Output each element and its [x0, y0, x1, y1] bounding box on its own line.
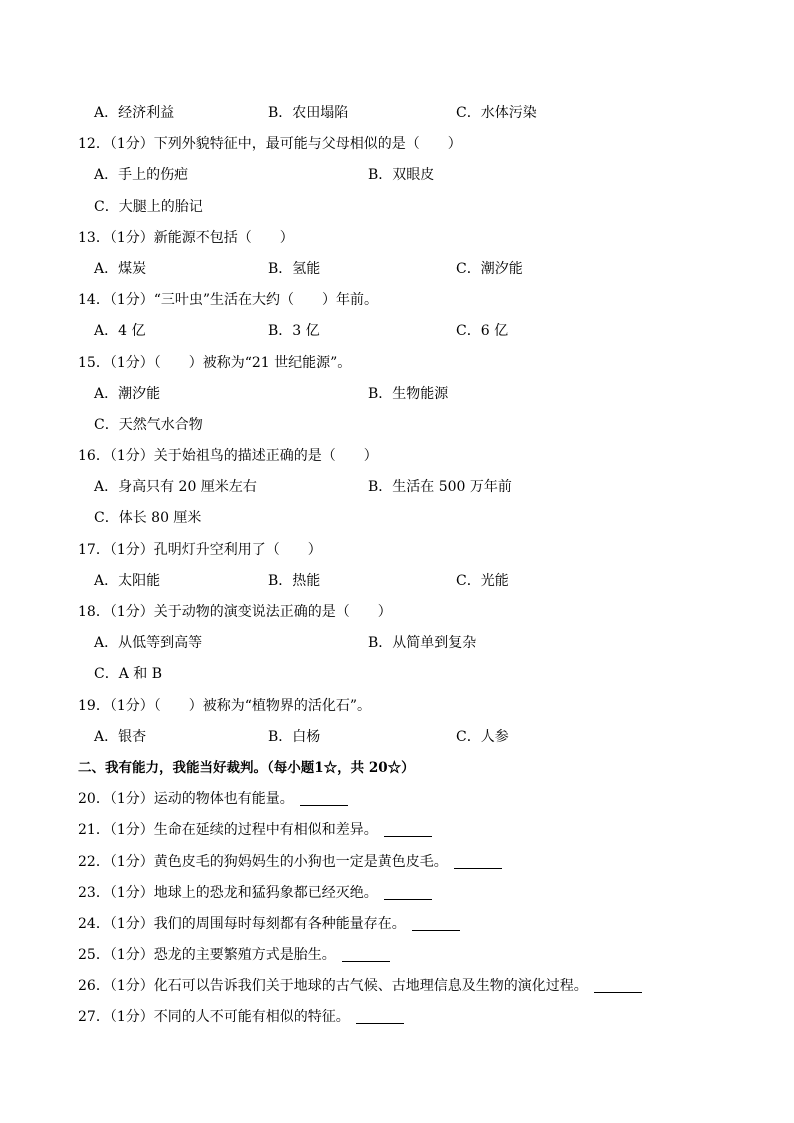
- option-c: C．A 和 B: [94, 666, 163, 683]
- option-b: B．3 亿: [268, 323, 320, 340]
- judgment-text: 21．（1分）生命在延续的过程中有相似和差异。: [78, 822, 378, 839]
- answer-blank[interactable]: [594, 976, 642, 993]
- judgment-text: 27．（1分）不同的人不可能有相似的特征。: [78, 1009, 350, 1026]
- option-c: C．大腿上的胎记: [94, 198, 203, 215]
- option-a: A．手上的伤疤: [94, 167, 189, 184]
- option-b: B．白杨: [268, 728, 321, 745]
- question-19: 19．（1分）（ ）被称为“植物界的活化石”。: [78, 697, 372, 714]
- option-c: C．光能: [456, 572, 509, 589]
- question-list: [78, 98, 718, 1034]
- answer-blank[interactable]: [384, 883, 432, 900]
- option-b: B．氢能: [268, 260, 321, 277]
- judgment-text: 26．（1分）化石可以告诉我们关于地球的古气候、古地理信息及生物的演化过程。: [78, 978, 588, 995]
- judgment-text: 25．（1分）恐龙的主要繁殖方式是胎生。: [78, 947, 336, 964]
- question-18: 18．（1分）关于动物的演变说法正确的是（ ）: [78, 604, 392, 620]
- options-row-q17: [78, 566, 718, 597]
- question-12: 12．（1分）下列外貌特征中，最可能与父母相似的是（ ）: [78, 136, 462, 153]
- option-c: C．体长 80 厘米: [94, 510, 202, 527]
- option-a: A．从低等到高等: [94, 635, 203, 652]
- judgment-22: [78, 847, 718, 878]
- option-a: A．4 亿: [94, 323, 146, 340]
- answer-blank[interactable]: [412, 914, 460, 931]
- options-row-q18: [78, 628, 718, 659]
- option-b: B．农田塌陷: [268, 105, 349, 121]
- option-a: A．身高只有 20 厘米左右: [94, 479, 257, 496]
- options-row-q12-c: [78, 192, 718, 223]
- judgment-24: [78, 909, 718, 940]
- question-16: 16．（1分）关于始祖鸟的描述正确的是（ ）: [78, 448, 378, 465]
- judgment-23: [78, 878, 718, 909]
- judgment-text: 22．（1分）黄色皮毛的狗妈妈生的小狗也一定是黄色皮毛。: [78, 853, 448, 870]
- options-row-q13: [78, 254, 718, 285]
- options-row-q14: [78, 316, 718, 347]
- answer-blank[interactable]: [384, 820, 432, 837]
- option-b: B．双眼皮: [368, 167, 435, 184]
- judgment-text: 24．（1分）我们的周围每时每刻都有各种能量存在。: [78, 915, 406, 932]
- option-a: A．太阳能: [94, 572, 161, 589]
- answer-blank[interactable]: [454, 852, 502, 869]
- option-c: C．潮汐能: [456, 260, 523, 277]
- option-c: C．天然气水合物: [94, 416, 203, 433]
- option-a: A．潮汐能: [94, 385, 161, 402]
- option-b: B．热能: [268, 572, 321, 589]
- judgment-27: [78, 1002, 718, 1033]
- judgment-25: [78, 940, 718, 971]
- option-b: B．生物能源: [368, 385, 449, 402]
- answer-blank[interactable]: [300, 789, 348, 806]
- options-row-q16: [78, 472, 718, 503]
- option-c: C．水体污染: [456, 105, 537, 121]
- option-a: A．煤炭: [94, 260, 147, 277]
- judgment-26: [78, 971, 718, 1002]
- question-17: 17．（1分）孔明灯升空利用了（ ）: [78, 541, 322, 558]
- answer-blank[interactable]: [356, 1007, 404, 1024]
- judgment-text: 20．（1分）运动的物体也有能量。: [78, 791, 294, 808]
- option-a: A．银杏: [94, 728, 147, 745]
- judgment-21: [78, 815, 718, 846]
- answer-blank[interactable]: [342, 945, 390, 962]
- option-b: B．生活在 500 万年前: [368, 479, 512, 496]
- option-c: C．6 亿: [456, 323, 509, 340]
- options-row-q15-c: [78, 410, 718, 441]
- options-row-q12: [78, 160, 718, 191]
- question-14: 14．（1分）“三叶虫”生活在大约（ ）年前。: [78, 292, 379, 309]
- options-row-q15: [78, 379, 718, 410]
- judgment-text: 23．（1分）地球上的恐龙和猛犸象都已经灭绝。: [78, 884, 378, 901]
- option-c: C．人参: [456, 728, 509, 745]
- question-15: 15．（1分）（ ）被称为“21 世纪能源”。: [78, 354, 352, 371]
- option-a: A．经济利益: [94, 105, 175, 121]
- judgment-20: [78, 784, 718, 815]
- options-row-q19: [78, 722, 718, 753]
- options-row-q16-c: [78, 503, 718, 534]
- section-heading: 二、我有能力，我能当好裁判。（每小题1☆，共 20☆）: [78, 759, 415, 776]
- options-row-q11: [78, 98, 718, 129]
- options-row-q18-c: [78, 659, 718, 690]
- option-b: B．从简单到复杂: [368, 635, 477, 652]
- question-13: 13．（1分）新能源不包括（ ）: [78, 229, 294, 246]
